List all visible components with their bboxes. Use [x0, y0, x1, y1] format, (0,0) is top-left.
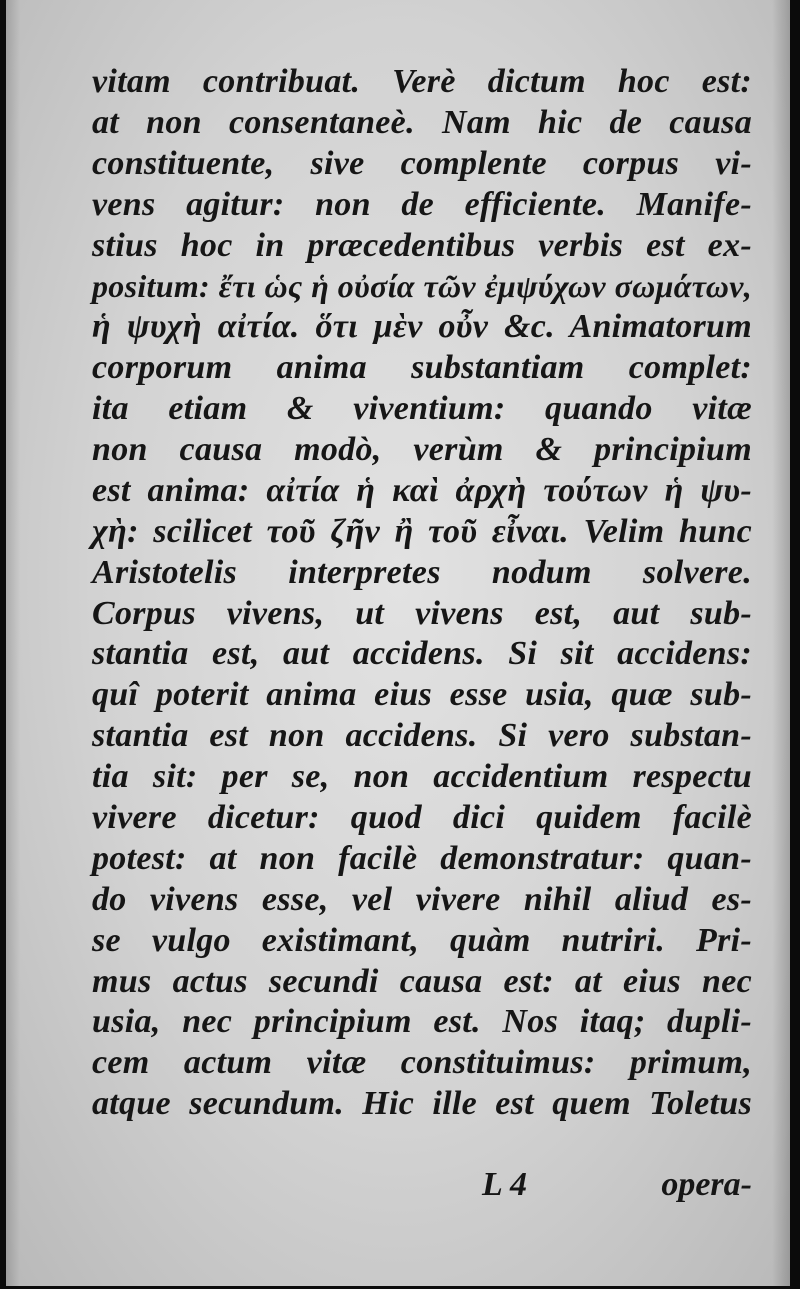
text-line: vivere dicetur: quod dici quidem facilè — [92, 799, 752, 837]
text-line: mus actus secundi causa est: at eius nec — [92, 962, 752, 1000]
text-line: quî poterit anima eius esse usia, quæ sub- — [92, 676, 752, 714]
text-line: usia, nec principium est. Nos itaq; dupli- — [92, 1003, 752, 1041]
gutter-shadow — [6, 0, 20, 1286]
text-line: vens agitur: non de efficiente. Manife- — [92, 185, 752, 223]
text-line: se vulgo existimant, quàm nutriri. Pri- — [92, 921, 752, 959]
text-line: Corpus vivens, ut vivens est, aut sub- — [92, 594, 752, 632]
text-line: stantia est, aut accidens. Si sit accidens: — [92, 635, 752, 673]
text-line: stius hoc in præcedentibus verbis est ex- — [92, 226, 752, 264]
text-line: stantia est non accidens. Si vero substan- — [92, 717, 752, 755]
text-line: positum: ἔτι ὡς ἡ οὐσία τῶν ἐμψύχων σωμάτων, — [92, 268, 752, 305]
text-line: Aristotelis interpretes nodum solvere. — [92, 553, 752, 591]
text-line: ita etiam & viventium: quando vitæ — [92, 390, 752, 428]
text-line: atque secundum. Hic ille est quem Toletus — [92, 1085, 752, 1123]
text-line: potest: at non facilè demonstratur: quan- — [92, 839, 752, 877]
text-line: est anima: αἰτία ἡ καὶ ἀρχὴ τούτων ἡ ψυ- — [92, 471, 752, 509]
page-edge-shadow — [772, 0, 790, 1286]
book-page — [6, 0, 790, 1286]
text-line: χὴ: scilicet τοῦ ζῆν ἢ τοῦ εἶναι. Velim hunc — [92, 512, 752, 550]
text-line: non causa modò, verùm & principium — [92, 431, 752, 469]
catchword: opera- — [661, 1166, 752, 1203]
text-line: do vivens esse, vel vivere nihil aliud es- — [92, 880, 752, 918]
text-line: ἡ ψυχὴ αἰτία. ὅτι μὲν οὖν &c. Animatorum — [92, 308, 752, 346]
page-text — [92, 62, 752, 1125]
text-line: at non consentaneè. Nam hic de causa — [92, 103, 752, 141]
text-line: constituente, sive complente corpus vi- — [92, 144, 752, 182]
text-line: corporum anima substantiam complet: — [92, 349, 752, 387]
signature-mark: L 4 — [482, 1166, 528, 1203]
text-line: tia sit: per se, non accidentium respectu — [92, 758, 752, 796]
text-line: vitam contribuat. Verè dictum hoc est: — [92, 63, 752, 100]
text-line: cem actum vitæ constituimus: primum, — [92, 1044, 752, 1082]
page-footer — [92, 1166, 752, 1206]
